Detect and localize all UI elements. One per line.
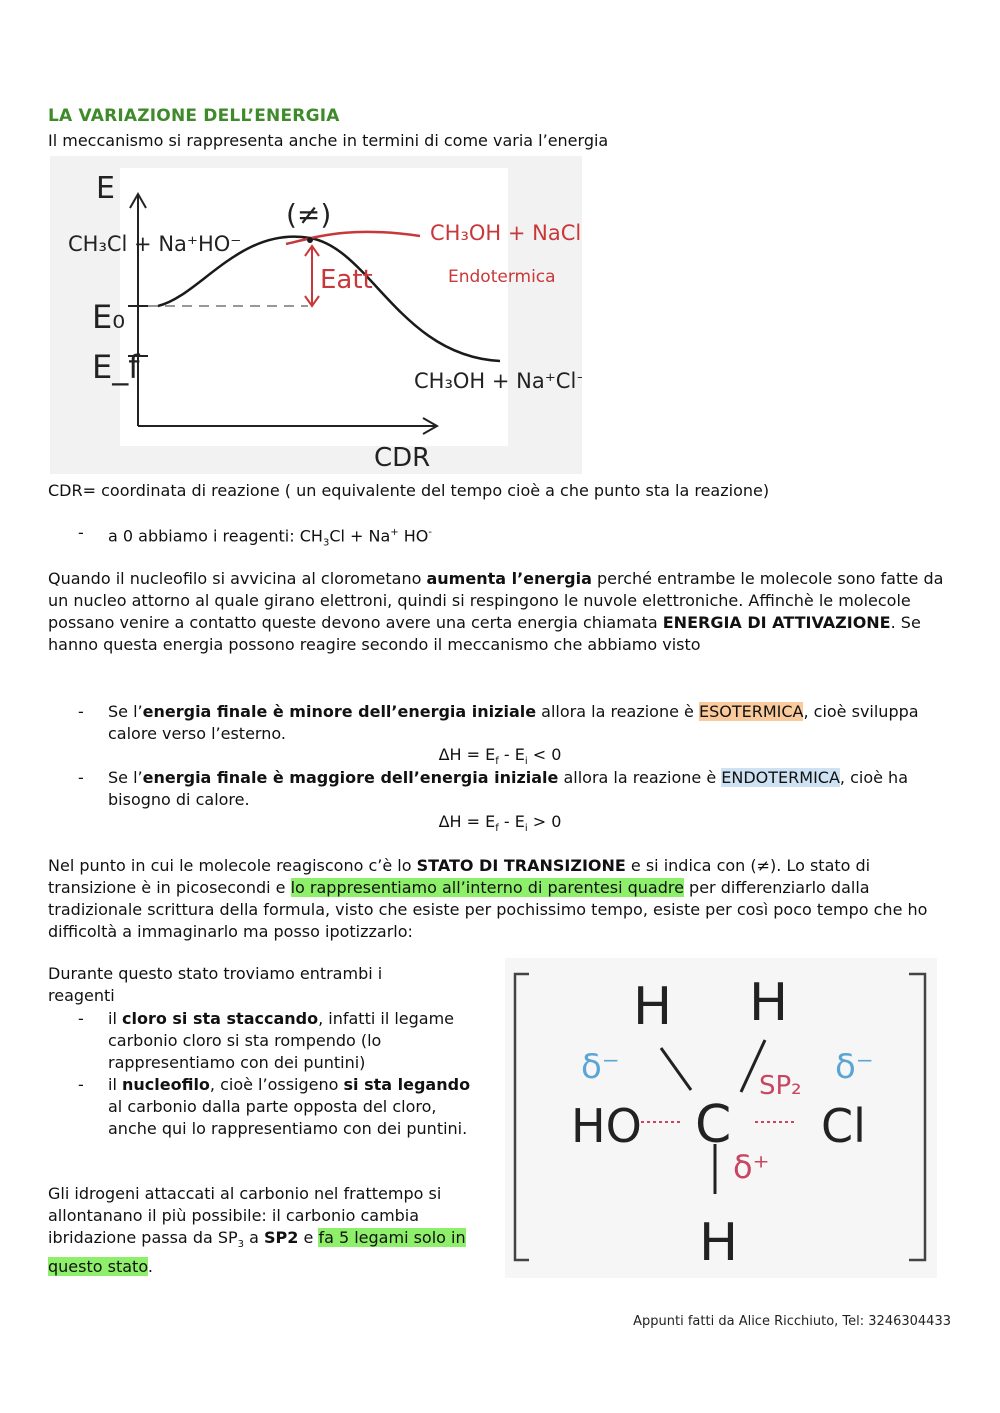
section-title: LA VARIAZIONE DELL’ENERGIA: [48, 106, 340, 126]
delta-plus-label: δ⁺: [733, 1148, 770, 1186]
endo-products-label: CH₃OH + NaCl: [430, 221, 582, 245]
right-bracket: [909, 974, 925, 1260]
five-bonds-highlight: fa 5 legami solo in questo stato: [48, 1228, 466, 1277]
delta-minus-right: δ⁻: [835, 1047, 874, 1087]
chlorine-bullet: il cloro si sta staccando, infatti il legame carbonio cloro si sta rompendo (lo rappresentiamo con dei puntini): [108, 1009, 455, 1072]
endo-label: Endotermica: [448, 267, 556, 287]
eatt-label: Eatt: [320, 265, 373, 295]
endothermic-equation: $\Delta H = E_f - E_i > 0$: [438, 812, 562, 835]
carbon-label: C: [695, 1095, 732, 1155]
e0-label: E₀: [92, 298, 126, 336]
energy-diagram-svg: [50, 156, 582, 474]
paragraph-energy: Quando il nucleofilo si avvicina al clorometano aumenta l’energia perché entrambe le molecole sono fatte da un nucleo attorno al quale girano elettroni, quindi si respingono le nuvole elettroniche. Affinchè le molecole possano venire a contatto queste devono avere una certa energia chiamata ENERGIA DI ATTIVAZIONE. Se hanno questa energia possono reagire secondo il meccanismo che abbiamo visto: [48, 569, 944, 654]
exothermic-equation: $\Delta H = E_f - E_i < 0$: [438, 745, 562, 768]
sp2-label: SP₂: [759, 1071, 802, 1101]
hydroxide-label: HO: [571, 1099, 642, 1153]
left-bracket: [515, 974, 529, 1260]
bullet-dash: -: [78, 1009, 84, 1028]
brackets-highlight: lo rappresentiamo all’interno di parentesi quadre: [290, 878, 684, 897]
bullet-dash: -: [78, 523, 84, 542]
reagents-bullet: a 0 abbiamo i reagenti: $CH_3Cl + Na^+$ HO-: [108, 526, 432, 549]
chlorine-label: Cl: [821, 1099, 866, 1153]
hydrogen-top-left: H: [633, 977, 673, 1037]
footer-credit: Appunti fatti da Alice Ricchiuto, Tel: 3246304433: [633, 1314, 951, 1329]
bullet-dash: -: [78, 768, 84, 787]
ts-label: (≠): [286, 198, 332, 231]
exothermic-bullet: Se l’energia finale è minore dell’energia iniziale allora la reazione è ESOTERMICA, cioè sviluppa calore verso l’esterno.: [108, 702, 919, 743]
cdr-definition: CDR= coordinata di reazione ( un equivalente del tempo cioè a che punto sta la reazione): [48, 481, 770, 500]
hydrogens-paragraph: Gli idrogeni attaccati al carbonio nel frattempo si allontanano il più possibile: il carbonio cambia ibridazione passa da $SP_3$ a SP2 e fa 5 legami solo in questo stato.: [48, 1184, 466, 1277]
axis-y-label: E: [96, 171, 115, 206]
paragraph-transition-state: Nel punto in cui le molecole reagiscono c’è lo STATO DI TRANSIZIONE e si indica con (≠). Lo stato di transizione è in picosecondi e lo rappresentiamo all’interno di parentesi quadre per differenziarlo dalla tradizionale scrittura della formula, visto che esiste per pochissimo tempo, esiste per così poco tempo che ho difficoltà a immaginarlo ma posso ipotizzarlo:: [48, 856, 928, 941]
nucleophile-bullet: il nucleofilo, cioè l’ossigeno si sta legando al carbonio dalla parte opposta del cloro, anche qui lo rappresentiamo con dei puntini.: [108, 1075, 471, 1138]
exo-products-label: CH₃OH + Na⁺Cl⁻: [414, 369, 582, 393]
during-state-text: Durante questo stato troviamo entrambi i reagenti: [48, 964, 383, 1005]
energy-diagram: [50, 156, 582, 474]
transition-state-svg: [505, 958, 937, 1278]
hydrogen-bottom: H: [699, 1213, 739, 1273]
bullet-dash: -: [78, 702, 84, 721]
esotermica-highlight: ESOTERMICA: [698, 702, 804, 721]
intro-text: Il meccanismo si rappresenta anche in termini di come varia l’energia: [48, 131, 609, 150]
hydrogen-top-right: H: [749, 973, 789, 1033]
reactants-label: CH₃Cl + Na⁺HO⁻: [68, 232, 242, 256]
transition-state-diagram: [505, 958, 937, 1278]
ef-label: E_f: [92, 348, 140, 386]
endothermic-bullet: Se l’energia finale è maggiore dell’energia iniziale allora la reazione è ENDOTERMICA, cioè ha bisogno di calore.: [108, 768, 908, 809]
axis-x-label: CDR: [374, 443, 431, 473]
endotermica-highlight: ENDOTERMICA: [721, 768, 840, 787]
bullet-dash: -: [78, 1075, 84, 1094]
delta-minus-left: δ⁻: [581, 1047, 620, 1087]
